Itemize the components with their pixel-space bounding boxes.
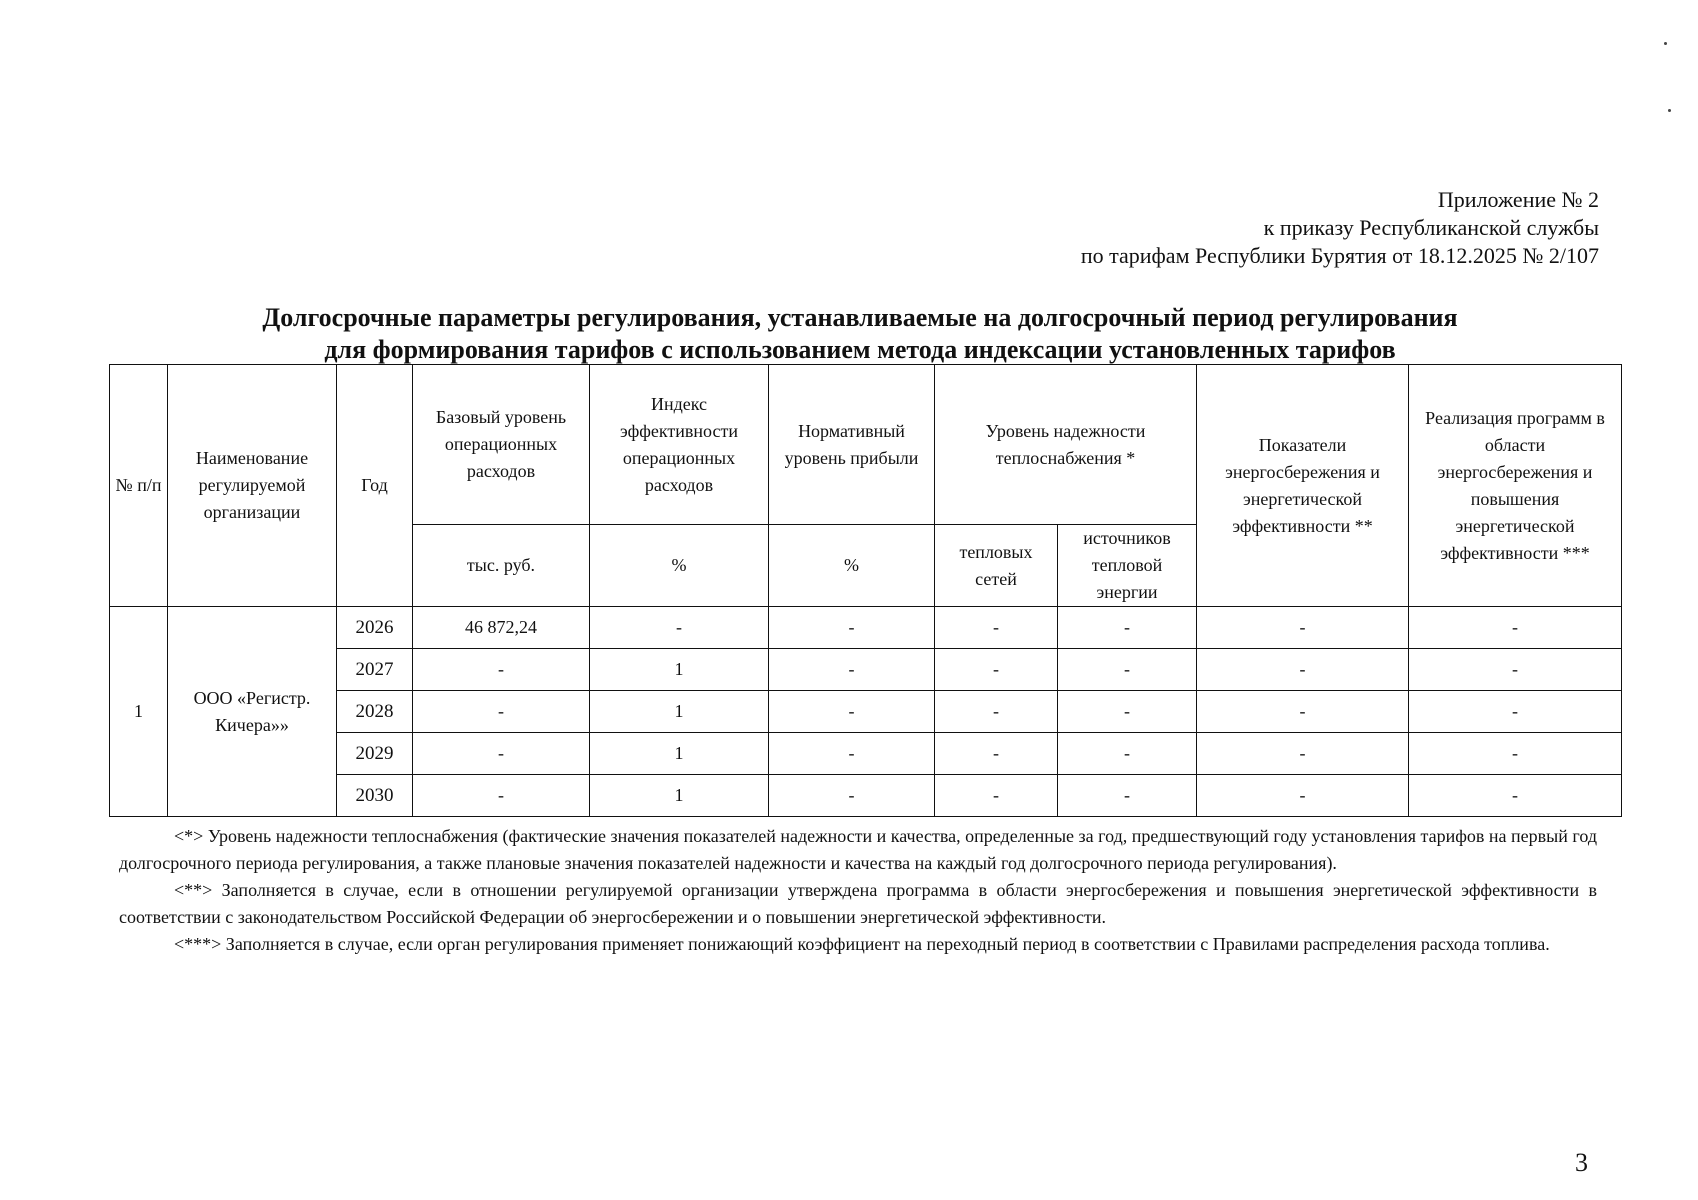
header-profit-level: Нормативный уровень прибыли: [769, 365, 935, 525]
cell-year: 2027: [337, 649, 413, 691]
document-title: [110, 302, 1610, 366]
cell-energy-saving: -: [1197, 775, 1409, 817]
cell-year: 2026: [337, 607, 413, 649]
cell-programs: -: [1409, 775, 1622, 817]
header-base-level: Базовый уровень операционных расходов: [413, 365, 590, 525]
cell-programs: -: [1409, 607, 1622, 649]
unit-base: тыс. руб.: [413, 525, 590, 607]
cell-year: 2028: [337, 691, 413, 733]
cell-profit: -: [769, 607, 935, 649]
cell-energy-saving: -: [1197, 691, 1409, 733]
cell-index: 1: [590, 649, 769, 691]
unit-profit: %: [769, 525, 935, 607]
scan-mark: [1664, 42, 1667, 45]
footnotes: [119, 823, 1597, 958]
cell-sources: -: [1058, 775, 1197, 817]
cell-networks: -: [935, 607, 1058, 649]
cell-year: 2029: [337, 733, 413, 775]
header-efficiency-index: Индекс эффективности операционных расходов: [590, 365, 769, 525]
appendix-reference: [1081, 186, 1599, 270]
cell-sources: -: [1058, 607, 1197, 649]
cell-sources: -: [1058, 649, 1197, 691]
cell-programs: -: [1409, 649, 1622, 691]
unit-index: %: [590, 525, 769, 607]
cell-base: 46 872,24: [413, 607, 590, 649]
title-line-2: для формирования тарифов с использованием метода индексации установленных тарифов: [324, 335, 1396, 364]
cell-year: 2030: [337, 775, 413, 817]
cell-profit: -: [769, 649, 935, 691]
table-row: [110, 691, 1622, 733]
cell-base: -: [413, 775, 590, 817]
table-row: [110, 607, 1622, 649]
cell-networks: -: [935, 733, 1058, 775]
cell-profit: -: [769, 733, 935, 775]
footnote-energy-saving: <**> Заполняется в случае, если в отношении регулируемой организации утверждена программа в области энергосбережения и повышения энергетической эффективности в соответствии с законодательством Российской Федерации об энергосбережении и о повышении энергетической эффективности.: [119, 880, 1597, 927]
cell-energy-saving: -: [1197, 607, 1409, 649]
cell-programs: -: [1409, 733, 1622, 775]
header-reliability: Уровень надежности теплоснабжения *: [935, 365, 1197, 525]
title-line-1: Долгосрочные параметры регулирования, устанавливаемые на долгосрочный период регулирования: [262, 303, 1458, 332]
cell-energy-saving: -: [1197, 733, 1409, 775]
parameters-table: [109, 364, 1622, 817]
table-row: [110, 775, 1622, 817]
appendix-line-2: к приказу Республиканской службы: [1263, 215, 1599, 240]
page-number: 3: [1575, 1148, 1588, 1177]
subheader-networks: тепловых сетей: [935, 525, 1058, 607]
cell-base: -: [413, 691, 590, 733]
cell-base: -: [413, 733, 590, 775]
cell-profit: -: [769, 775, 935, 817]
table-row: [110, 649, 1622, 691]
cell-networks: -: [935, 649, 1058, 691]
cell-sources: -: [1058, 733, 1197, 775]
header-programs: Реализация программ в области энергосбережения и повышения энергетической эффективности ***: [1409, 365, 1622, 607]
cell-profit: -: [769, 691, 935, 733]
org-number: 1: [110, 607, 168, 817]
cell-base: -: [413, 649, 590, 691]
table-row: [110, 733, 1622, 775]
footnote-reliability: <*> Уровень надежности теплоснабжения (фактические значения показателей надежности и качества, определенные за год, предшествующий году установления тарифов на первый год долгосрочного периода регулирования, а также плановые значения показателей надежности и качества на каждый год долгосрочного периода регулирования).: [119, 826, 1597, 873]
header-energy-saving: Показатели энергосбережения и энергетической эффективности **: [1197, 365, 1409, 607]
cell-networks: -: [935, 691, 1058, 733]
cell-index: 1: [590, 691, 769, 733]
cell-index: 1: [590, 775, 769, 817]
org-name: ООО «Регистр. Кичера»»: [168, 607, 337, 817]
cell-index: 1: [590, 733, 769, 775]
appendix-line-3: по тарифам Республики Бурятия от 18.12.2025 № 2/107: [1080, 243, 1599, 268]
cell-index: -: [590, 607, 769, 649]
cell-energy-saving: -: [1197, 649, 1409, 691]
header-num: № п/п: [110, 365, 168, 607]
header-row: [110, 365, 1622, 525]
header-year: Год: [337, 365, 413, 607]
cell-sources: -: [1058, 691, 1197, 733]
cell-networks: -: [935, 775, 1058, 817]
footnote-programs: <***> Заполняется в случае, если орган регулирования применяет понижающий коэффициент на переходный период в соответствии с Правилами распределения расхода топлива.: [174, 934, 1550, 954]
appendix-line-1: Приложение № 2: [1437, 187, 1599, 212]
subheader-sources: источников тепловой энергии: [1058, 525, 1197, 607]
scan-mark: [1668, 109, 1671, 112]
header-organization: Наименование регулируемой организации: [168, 365, 337, 607]
cell-programs: -: [1409, 691, 1622, 733]
